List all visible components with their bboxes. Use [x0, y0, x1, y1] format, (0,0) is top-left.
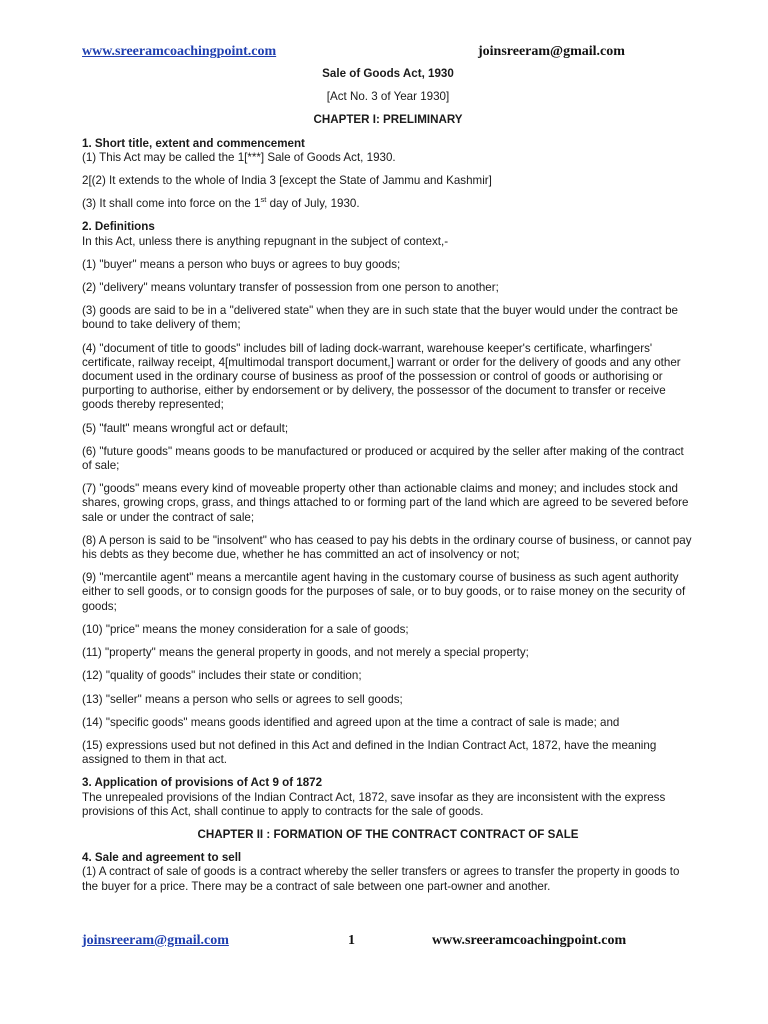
section-2-intro: In this Act, unless there is anything repugnant in the subject of context,-	[82, 234, 449, 248]
section-1-heading: 1. Short title, extent and commencement	[82, 136, 305, 150]
chapter-1-heading: CHAPTER I: PRELIMINARY	[313, 113, 463, 127]
section-4-heading: 4. Sale and agreement to sell	[82, 851, 242, 865]
definition-8: (8) A person is said to be "insolvent" who has ceased to pay his debts in the ordinary course of business, or cannot pay his debts as they become due, whether he has committed an act of insolvency or not;	[82, 533, 692, 562]
definition-7: (7) "goods" means every kind of moveable property other than actionable claims and money; and includes stock and shares, growing crops, grass, and things attached to or forming part of the land which are agreed to be severed before sale or under the contract of sale;	[82, 482, 689, 524]
page-header	[82, 44, 692, 62]
definition-13: (13) "seller" means a person who sells or agrees to sell goods;	[82, 692, 403, 706]
definition-11: (11) "property" means the general property in goods, and not merely a special property;	[82, 646, 529, 660]
section-4-text: (1) A contract of sale of goods is a contract whereby the seller transfers or agrees to transfer the property in goods to the buyer for a price. There may be a contract of sale between one part-owner and another.	[82, 865, 680, 893]
act-title: Sale of Goods Act, 1930	[322, 67, 454, 80]
definition-14: (14) "specific goods" means goods identified and agreed upon at the time a contract of sale is made; and	[82, 715, 620, 729]
page-footer	[82, 933, 692, 951]
section-2-heading: 2. Definitions	[82, 220, 155, 234]
clause-3-text-start: (3) It shall come into force on the 1	[82, 197, 261, 211]
definition-2: (2) "delivery" means voluntary transfer of possession from one person to another;	[82, 281, 499, 295]
section-1-clause-2: 2[(2) It extends to the whole of India 3 [except the State of Jammu and Kashmir]	[82, 174, 492, 188]
clause-3-text-end: day of July, 1930.	[266, 197, 360, 211]
page-number: 1	[348, 933, 355, 948]
header-email: joinsreeram@gmail.com	[478, 44, 625, 59]
ordinal-superscript: st	[260, 195, 267, 205]
definition-12: (12) "quality of goods" includes their state or condition;	[82, 669, 362, 683]
footer-website: www.sreeramcoachingpoint.com	[432, 933, 627, 948]
definition-9: (9) "mercantile agent" means a mercantile agent having in the customary course of business as such agent authority either to sell goods, or to consign goods for the purposes of sale, or to buy goods, or to raise money on the security of goods;	[82, 571, 686, 613]
chapter-2-heading: CHAPTER II : FORMATION OF THE CONTRACT CONTRACT OF SALE	[197, 827, 579, 841]
footer-email-link[interactable]: joinsreeram@gmail.com	[82, 933, 229, 948]
definition-10: (10) "price" means the money consideration for a sale of goods;	[82, 622, 409, 636]
definition-3: (3) goods are said to be in a "delivered state" when they are in such state that the buyer would under the contract be bound to take delivery of them;	[82, 304, 679, 332]
definition-5: (5) "fault" means wrongful act or default;	[82, 421, 289, 435]
section-3-text: The unrepealed provisions of the Indian Contract Act, 1872, save insofar as they are inconsistent with the express provisions of this Act, shall continue to apply to contracts for the sale of goods.	[82, 790, 666, 818]
header-website-link[interactable]: www.sreeramcoachingpoint.com	[82, 44, 277, 59]
definition-1: (1) "buyer" means a person who buys or agrees to buy goods;	[82, 257, 401, 271]
section-1-clause-3	[82, 197, 694, 211]
section-3-heading: 3. Application of provisions of Act 9 of 1872	[82, 776, 323, 790]
act-number: [Act No. 3 of Year 1930]	[326, 90, 450, 104]
document-body	[82, 67, 694, 903]
definition-4: (4) "document of title to goods" includes bill of lading dock-warrant, warehouse keeper's certificate, wharfingers' certificate, railway receipt, 4[multimodal transport document,] warrant or order for the delivery of goods and any other document used in the ordinary course of business as proof of the possession or control of goods or authorising or purporting to authorise, either by endorsement or by delivery, the possessor of the document to transfer or receive goods thereby represented;	[82, 341, 681, 412]
definition-15: (15) expressions used but not defined in this Act and defined in the Indian Contract Act, 1872, have the meaning assigned to them in that act.	[82, 738, 657, 767]
section-1-clause-1: (1) This Act may be called the 1[***] Sale of Goods Act, 1930.	[82, 150, 396, 164]
definition-6: (6) "future goods" means goods to be manufactured or produced or acquired by the seller after making of the contract of sale;	[82, 444, 684, 473]
